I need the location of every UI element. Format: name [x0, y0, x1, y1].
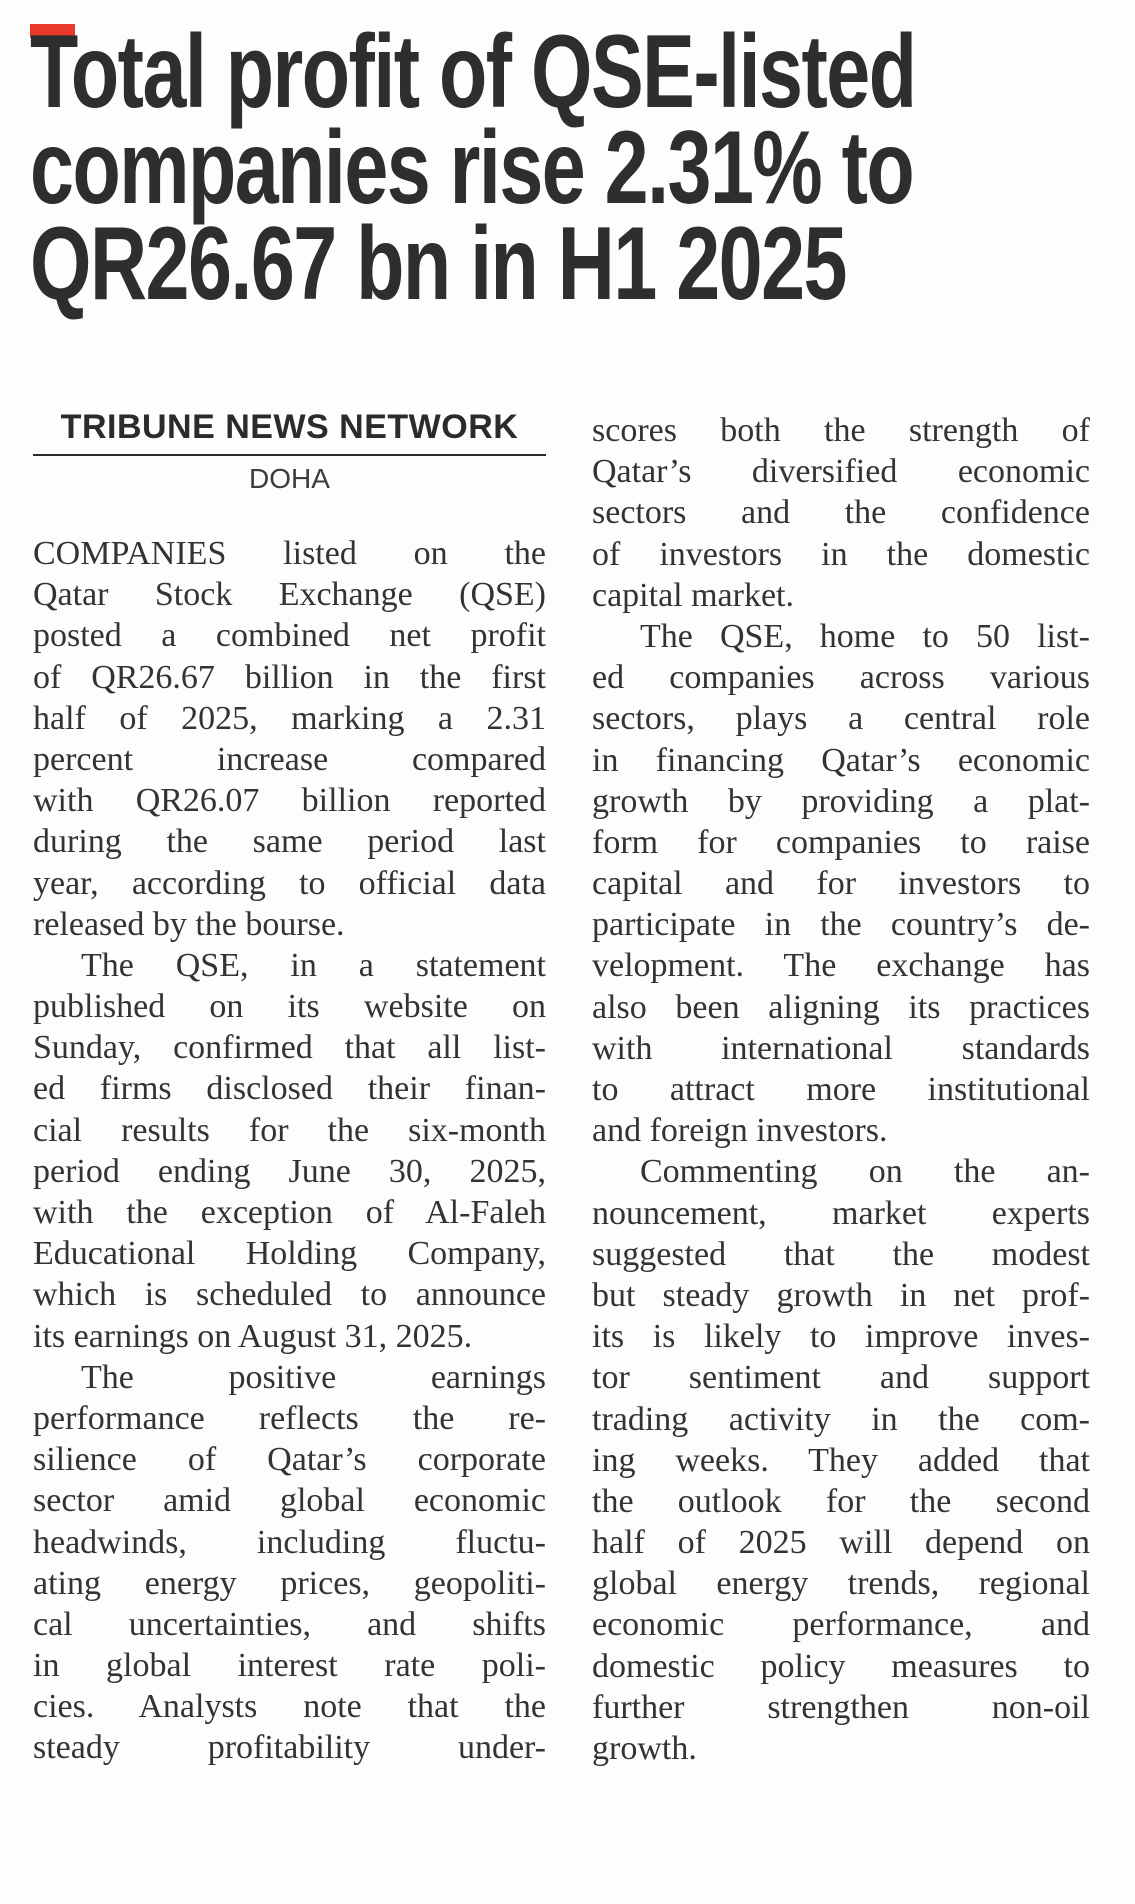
body-line: and foreign investors. — [592, 1112, 888, 1150]
body-line: sector amid global economic — [33, 1482, 546, 1520]
body-line: ed companies across various — [592, 659, 1090, 697]
body-line: cies. Analysts note that the — [33, 1688, 546, 1726]
body-line: of QR26.67 billion in the first — [33, 658, 546, 696]
body-line: global energy trends, regional — [592, 1565, 1090, 1603]
body-line: cial results for the six-month — [33, 1111, 546, 1149]
body-line: its earnings on August 31, 2025. — [33, 1317, 473, 1355]
body-line: steady profitability under- — [33, 1729, 546, 1767]
body-line: The QSE, home to 50 list- — [640, 617, 1090, 655]
body-line: ing weeks. They added that — [592, 1441, 1090, 1479]
body-line: Sunday, confirmed that all list- — [33, 1029, 546, 1067]
body-line: Educational Holding Company, — [33, 1235, 546, 1273]
body-line: published on its website on — [33, 988, 546, 1026]
body-line: also been aligning its practices — [592, 988, 1090, 1026]
body-line: sectors and the confidence — [592, 494, 1090, 532]
body-line: domestic policy measures to — [592, 1647, 1090, 1685]
body-line: The positive earnings — [81, 1358, 546, 1396]
body-line: economic performance, and — [592, 1606, 1090, 1644]
body-line: trading activity in the com- — [592, 1400, 1090, 1438]
body-line: period ending June 30, 2025, — [33, 1152, 546, 1190]
body-line: growth. — [592, 1730, 697, 1767]
body-line: scores both the strength of — [592, 412, 1090, 449]
body-line: which is scheduled to announce — [33, 1276, 546, 1314]
body-line: The QSE, in a statement — [81, 946, 546, 984]
body-line: Qatar Stock Exchange (QSE) — [33, 576, 546, 614]
article-headline — [30, 14, 1109, 322]
body-line: Commenting on the an- — [640, 1153, 1090, 1191]
byline-location: DOHA — [249, 463, 330, 494]
body-line: during the same period last — [33, 823, 546, 861]
body-line: Qatar’s diversified economic — [592, 453, 1090, 491]
byline — [33, 408, 546, 495]
body-line: COMPANIES listed on the — [33, 535, 546, 572]
body-line: percent increase compared — [33, 740, 546, 778]
body-line: half of 2025 will depend on — [592, 1524, 1090, 1562]
body-line: cal uncertainties, and shifts — [33, 1605, 546, 1643]
column-text — [33, 533, 546, 1769]
article-column-right — [592, 408, 1090, 1769]
newspaper-page — [0, 14, 1135, 1904]
body-line: the outlook for the second — [592, 1482, 1090, 1520]
body-line: tor sentiment and support — [592, 1359, 1090, 1397]
body-line: in global interest rate poli- — [33, 1647, 546, 1685]
article-column-left — [33, 408, 546, 1769]
article-body — [33, 408, 1135, 1769]
body-line: further strengthen non-oil — [592, 1688, 1090, 1726]
byline-source: TRIBUNE NEWS NETWORK — [33, 408, 546, 456]
body-line: but steady growth in net prof- — [592, 1276, 1090, 1314]
headline-line: companies rise 2.31% to — [30, 110, 914, 226]
body-line: of investors in the domestic — [592, 535, 1090, 573]
body-line: its is likely to improve inves- — [592, 1318, 1090, 1356]
headline-line: QR26.67 bn in H1 2025 — [30, 206, 846, 322]
body-line: to attract more institutional — [592, 1071, 1090, 1108]
body-line: participate in the country’s de- — [592, 906, 1090, 944]
body-line: form for companies to raise — [592, 823, 1090, 861]
body-line: headwinds, including fluctu- — [33, 1523, 546, 1561]
body-line: released by the bourse. — [33, 905, 345, 943]
body-line: capital market. — [592, 576, 795, 614]
column-text — [592, 410, 1090, 1769]
headline-line: Total profit of QSE-listed — [30, 14, 916, 130]
body-line: velopment. The exchange has — [592, 947, 1090, 985]
body-line: in financing Qatar’s economic — [592, 741, 1090, 779]
body-line: capital and for investors to — [592, 865, 1090, 903]
body-line: silience of Qatar’s corporate — [33, 1441, 546, 1479]
body-line: growth by providing a plat- — [592, 782, 1090, 820]
body-line: ed firms disclosed their finan- — [33, 1070, 546, 1108]
body-line: nouncement, market experts — [592, 1194, 1090, 1232]
body-line: half of 2025, marking a 2.31 — [33, 699, 546, 737]
body-line: posted a combined net profit — [33, 617, 546, 655]
body-line: year, according to official data — [33, 864, 546, 902]
body-line: sectors, plays a central role — [592, 700, 1090, 738]
body-line: with the exception of Al-Faleh — [33, 1194, 546, 1231]
body-line: suggested that the modest — [592, 1235, 1090, 1273]
body-line: performance reflects the re- — [33, 1399, 546, 1437]
body-line: ating energy prices, geopoliti- — [33, 1564, 546, 1602]
body-line: with QR26.07 billion reported — [33, 782, 546, 820]
body-line: with international standards — [592, 1029, 1090, 1067]
